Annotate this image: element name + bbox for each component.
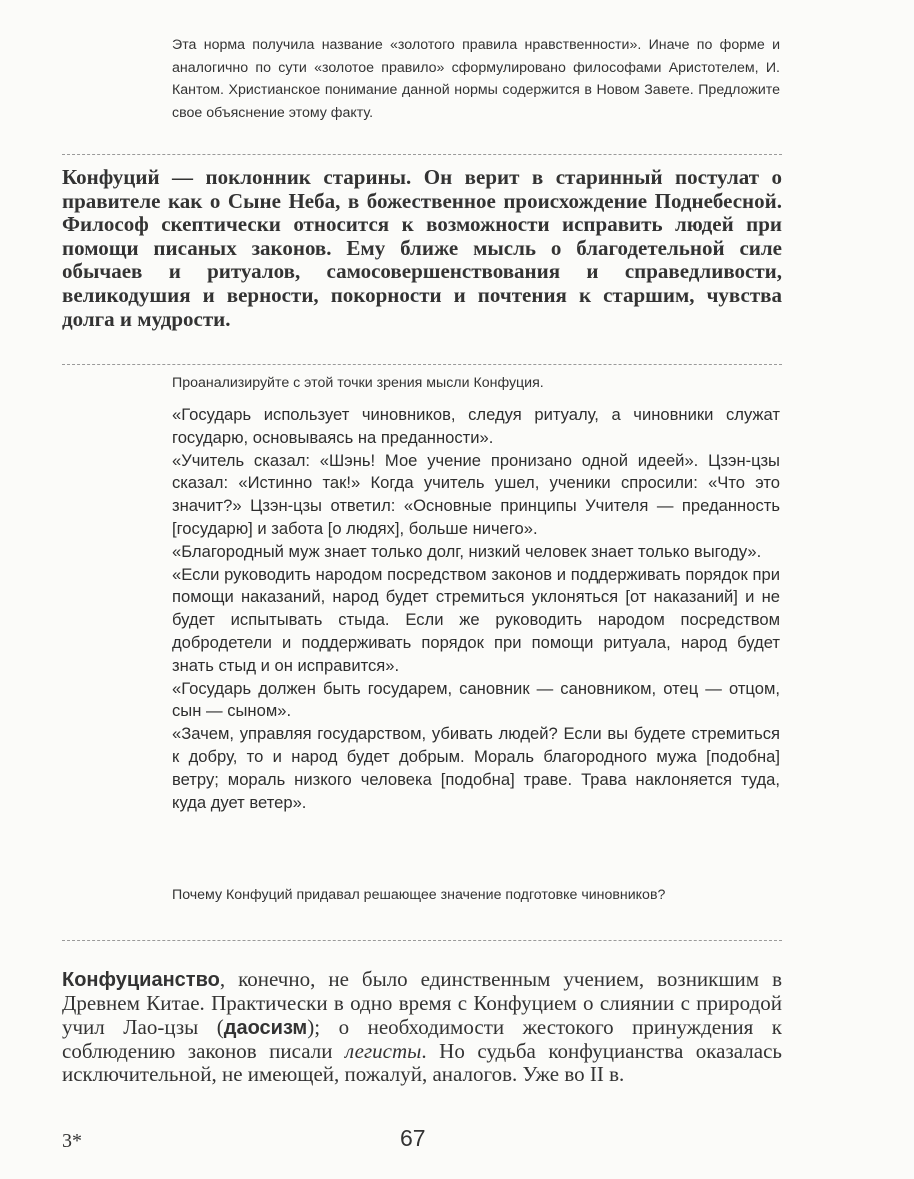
task-intro: Проанализируйте с этой точки зрения мысли Конфуция. bbox=[172, 375, 544, 391]
quote-item: «Благородный муж знает только долг, низкий человек знает только выгоду». bbox=[172, 541, 762, 561]
term-confucianism: Конфуцианство bbox=[62, 969, 220, 991]
footer-signature-mark: 3* bbox=[62, 1130, 82, 1152]
quote-item: «Государь использует чиновников, следуя ритуалу, а чиновники служат государю, основываясь на преданности». bbox=[172, 405, 780, 447]
bottom-text-part: ); о необходимости жестокого принуждения к соблюдению законов писали bbox=[62, 1014, 782, 1063]
quote-item: «Зачем, управляя государством, убивать людей? Если вы будете стремиться к добру, то и народ будет добрым. Мораль благородного мужа [подобна] ветру; мораль низкого человека [подобна] траве. Трава наклоняется туда, куда дует ветер». bbox=[172, 724, 780, 812]
page-number: 67 bbox=[400, 1125, 426, 1151]
task-question: Почему Конфуций придавал решающее значение подготовке чиновников? bbox=[172, 887, 666, 903]
quote-item: «Если руководить народом посредством законов и поддерживать порядок при помощи наказаний, народ будет стремиться уклоняться [от наказаний] и не будет испытывать стыда. Если же руководить народом посредством добродетели и поддерживать порядок при помощи ритуала, народ будет знать стыд и он исправится». bbox=[172, 564, 780, 675]
quote-item: «Государь должен быть государем, сановник — сановником, отец — отцом, сын — сыном». bbox=[172, 678, 780, 721]
section-divider bbox=[62, 154, 782, 155]
section-divider bbox=[62, 364, 782, 365]
bottom-text-part: . Но судьба конфуцианства оказалась исключительной, не имеющей, пожалуй, аналогов. Уже во II в. bbox=[62, 1038, 783, 1087]
term-taoism: даосизм bbox=[223, 1016, 308, 1039]
section-divider bbox=[62, 940, 782, 941]
term-legists: легисты bbox=[344, 1038, 422, 1063]
main-paragraph-confucius: Конфуций — поклонник старины. Он верит в старинный постулат о правителе как о Сыне Неба, в божественное происхождение Поднебесной. Философ скептически относится к возможности исправить людей при помощи писаных законов. Ему ближе мысль о благодетельной силе обычаев и ритуалов, самосовершенствования и справедливости, великодушия и верности, покорности и почтения к старшим, чувства долга и мудрости. bbox=[62, 165, 782, 331]
bottom-text-part: , конечно, не было единственным учением, возникшим в Древнем Китае. Практически в одно время с Конфуцием о слиянии с природой учил Лао-цзы ( bbox=[62, 967, 782, 1039]
quote-item: «Учитель сказал: «Шэнь! Мое учение пронизано одной идеей». Цзэн-цзы сказал: «Истинно так!» Когда учитель ушел, ученики спросили: «Что это значит?» Цзэн-цзы ответил: «Основные принципы Учителя — преданность [государю] и забота [о людях], больше ничего». bbox=[172, 450, 780, 538]
bottom-paragraph bbox=[62, 968, 782, 1086]
confucius-quotes bbox=[172, 404, 780, 814]
task-note-golden-rule: Эта норма получила название «золотого правила нравственности». Иначе по форме и аналогично по сути «золотое правило» сформулировано философами Аристотелем, И. Кантом. Христианское понимание данной нормы содержится в Новом Завете. Предложите свое объяснение этому факту. bbox=[172, 37, 780, 121]
